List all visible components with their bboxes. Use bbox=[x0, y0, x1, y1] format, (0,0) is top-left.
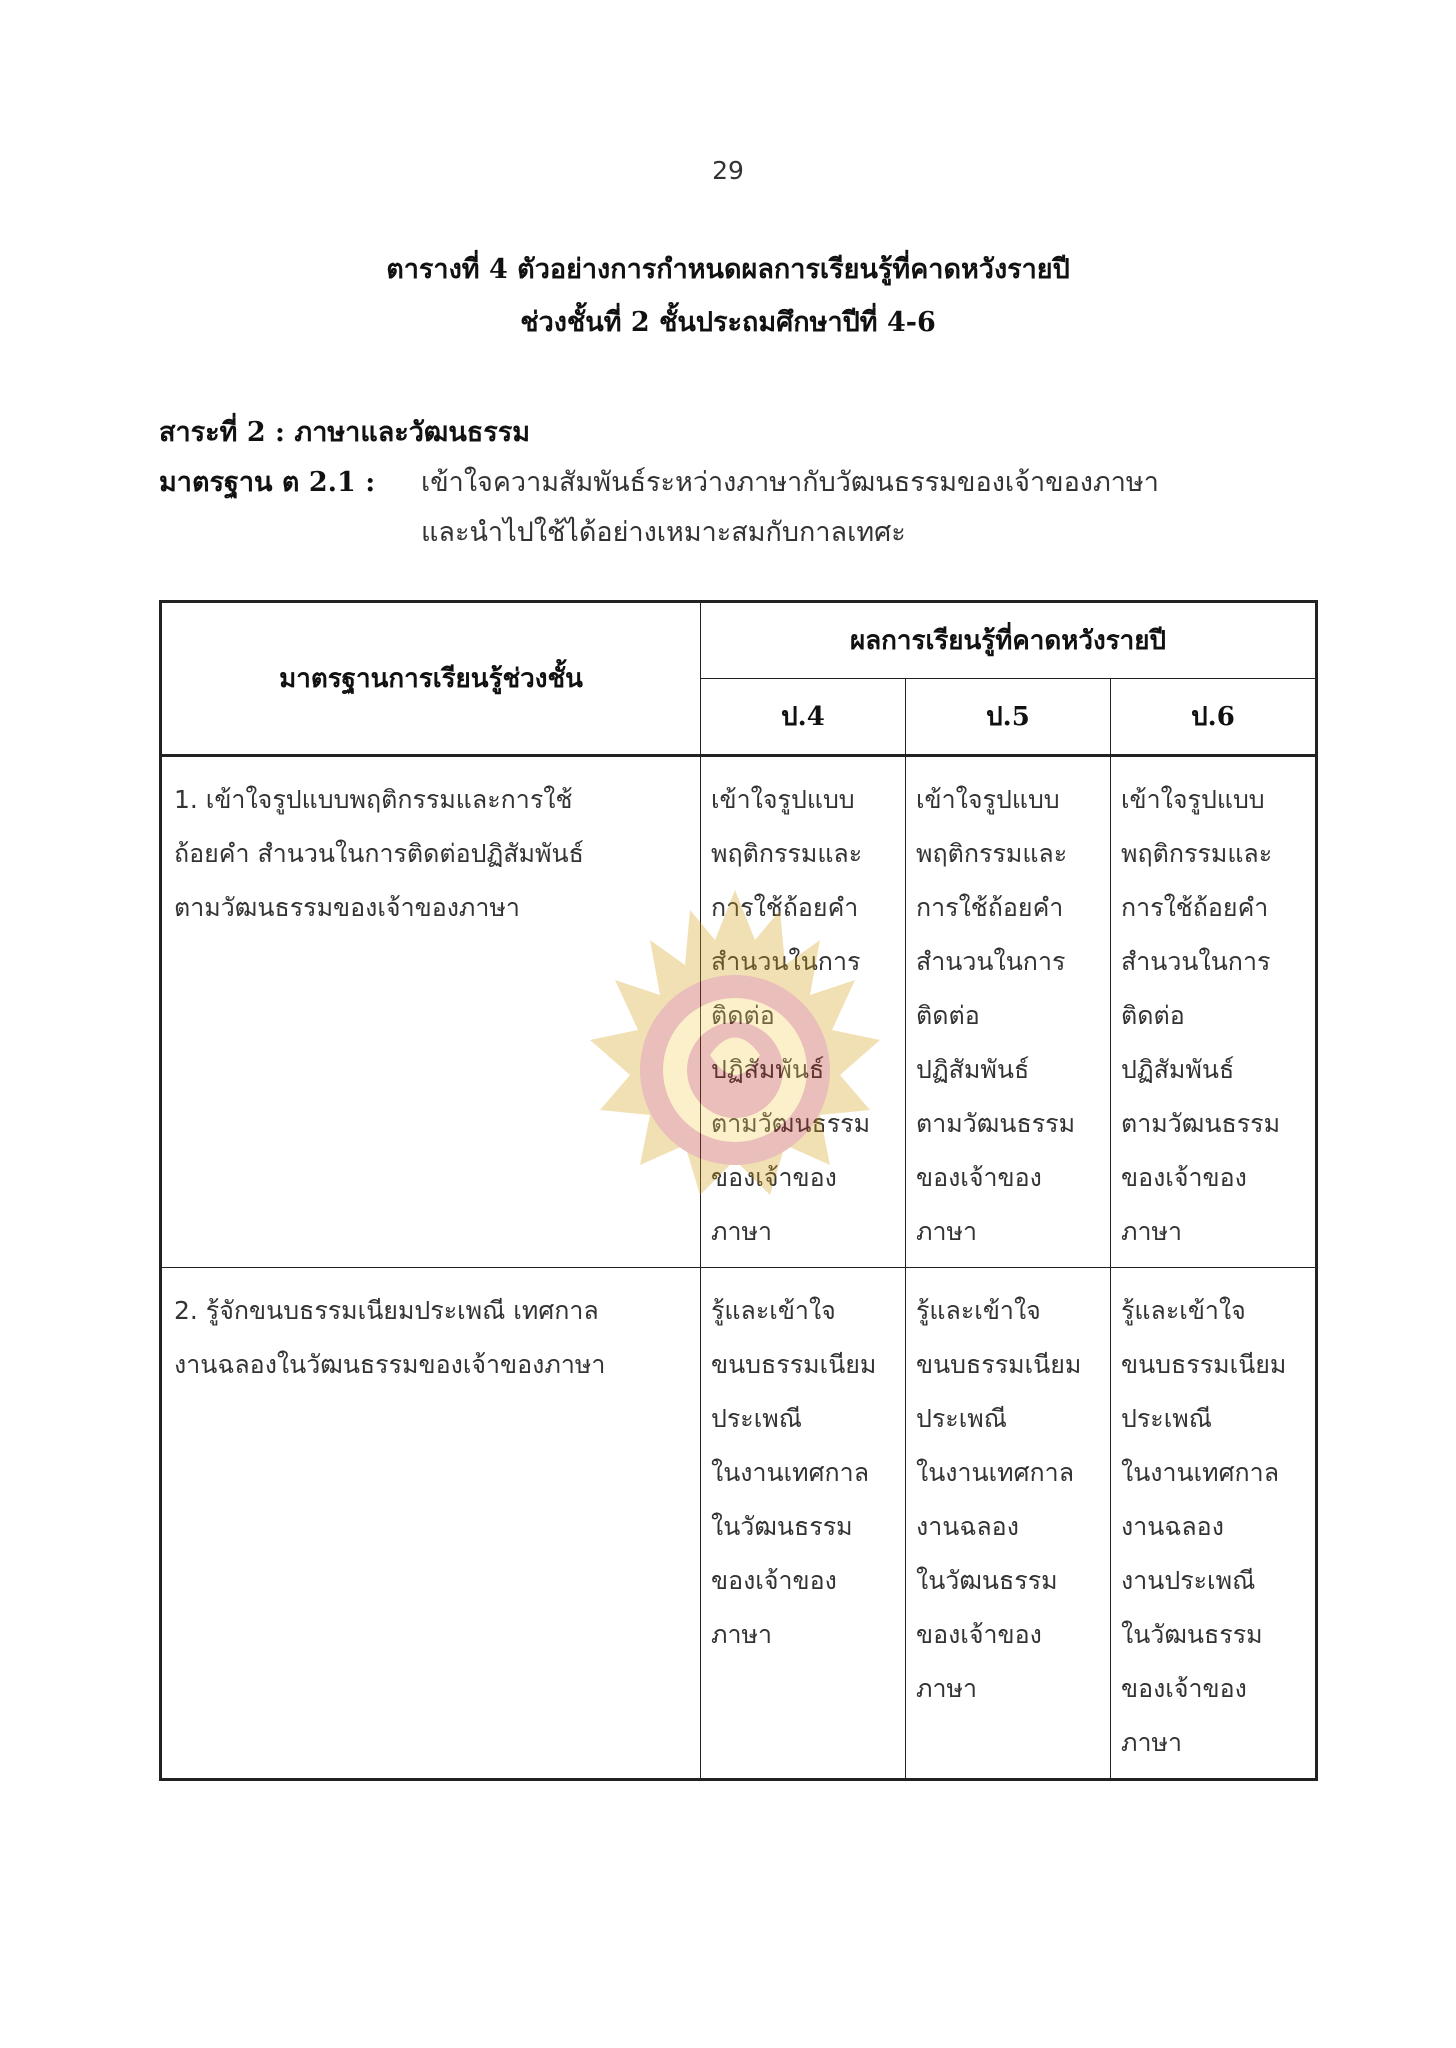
outcome-cell-line: พฤติกรรมและ bbox=[711, 839, 863, 868]
outcome-cell-line: พฤติกรรมและ bbox=[1121, 839, 1273, 868]
outcome-cell-line: ปฏิสัมพันธ์ bbox=[916, 1055, 1030, 1084]
outcome-cell-line: ตามวัฒนธรรม bbox=[1121, 1109, 1281, 1138]
standard-cell-line: ถ้อยคำ สำนวนในการติดต่อปฏิสัมพันธ์ bbox=[174, 839, 584, 868]
outcome-cell-line: งานฉลอง bbox=[916, 1512, 1019, 1541]
outcome-cell-line: ประเพณี bbox=[916, 1404, 1007, 1433]
outcome-cell-line: ตามวัฒนธรรม bbox=[916, 1109, 1076, 1138]
outcome-cell-line: ในงานเทศกาล bbox=[916, 1458, 1075, 1487]
column-header-grade-5: ป.5 bbox=[906, 679, 1111, 756]
outcome-cell-line: ตามวัฒนธรรม bbox=[711, 1109, 871, 1138]
outcome-cell-line: เข้าใจรูปแบบ bbox=[711, 785, 855, 814]
title-line-2: ช่วงชั้นที่ 2 ชั้นประถมศึกษาปีที่ 4-6 bbox=[520, 307, 936, 338]
column-header-standard: มาตรฐานการเรียนรู้ช่วงชั้น bbox=[161, 602, 701, 756]
outcome-cell-line: เข้าใจรูปแบบ bbox=[1121, 785, 1265, 814]
outcome-cell-line: ขนบธรรมเนียม bbox=[1121, 1350, 1287, 1379]
standard-cell-line: 1. เข้าใจรูปแบบพฤติกรรมและการใช้ bbox=[174, 785, 573, 814]
column-header-outcomes: ผลการเรียนรู้ที่คาดหวังรายปี bbox=[701, 602, 1317, 679]
strand-heading: สาระที่ 2 : ภาษาและวัฒนธรรม bbox=[159, 417, 531, 448]
outcome-cell-line: ภาษา bbox=[1121, 1728, 1183, 1757]
outcome-cell-line: ของเจ้าของ bbox=[1121, 1163, 1247, 1192]
outcome-cell-line: รู้และเข้าใจ bbox=[711, 1296, 836, 1325]
standard-text bbox=[421, 458, 1339, 558]
outcome-cell-line: ปฏิสัมพันธ์ bbox=[711, 1055, 825, 1084]
outcome-cell-line: ในงานเทศกาล bbox=[1121, 1458, 1280, 1487]
outcome-cell-line: ของเจ้าของ bbox=[916, 1163, 1042, 1192]
standard-cell bbox=[161, 1268, 701, 1780]
outcome-cell-line: ประเพณี bbox=[1121, 1404, 1212, 1433]
outcome-cell-p6 bbox=[1111, 756, 1317, 1268]
outcome-cell-p5 bbox=[906, 1268, 1111, 1780]
standard-text-line-1: เข้าใจความสัมพันธ์ระหว่างภาษากับวัฒนธรรมของเจ้าของภาษา bbox=[421, 467, 1159, 498]
outcome-cell-line: ขนบธรรมเนียม bbox=[711, 1350, 877, 1379]
outcome-cell-line: ประเพณี bbox=[711, 1404, 802, 1433]
outcome-cell-p4 bbox=[701, 756, 906, 1268]
standard-statement bbox=[159, 458, 1339, 558]
standard-cell-line: งานฉลองในวัฒนธรรมของเจ้าของภาษา bbox=[174, 1350, 606, 1379]
outcome-cell-line: ภาษา bbox=[916, 1674, 978, 1703]
outcome-cell-line: ขนบธรรมเนียม bbox=[916, 1350, 1082, 1379]
page-title bbox=[0, 243, 1456, 349]
standard-cell-line: 2. รู้จักขนบธรรมเนียมประเพณี เทศกาล bbox=[174, 1296, 599, 1325]
outcome-cell-line: งานประเพณี bbox=[1121, 1566, 1256, 1595]
outcome-cell-line: พฤติกรรมและ bbox=[916, 839, 1068, 868]
outcome-cell-line: ติดต่อ bbox=[1121, 1001, 1185, 1030]
outcome-cell-line: รู้และเข้าใจ bbox=[916, 1296, 1041, 1325]
outcome-cell-line: ติดต่อ bbox=[916, 1001, 980, 1030]
outcome-cell-line: ภาษา bbox=[711, 1620, 773, 1649]
outcome-cell-line: เข้าใจรูปแบบ bbox=[916, 785, 1060, 814]
outcome-cell-line: ในวัฒนธรรม bbox=[711, 1512, 853, 1541]
outcome-cell-line: ภาษา bbox=[711, 1217, 773, 1246]
outcome-cell-line: การใช้ถ้อยคำ bbox=[711, 893, 859, 922]
column-header-grade-6: ป.6 bbox=[1111, 679, 1317, 756]
standard-cell-line: ตามวัฒนธรรมของเจ้าของภาษา bbox=[174, 893, 520, 922]
column-header-grade-4: ป.4 bbox=[701, 679, 906, 756]
outcome-cell-line: สำนวนในการ bbox=[916, 947, 1066, 976]
outcome-cell-line: ภาษา bbox=[1121, 1217, 1183, 1246]
outcome-cell-p6 bbox=[1111, 1268, 1317, 1780]
outcome-cell-line: ในงานเทศกาล bbox=[711, 1458, 870, 1487]
outcome-cell-line: ของเจ้าของ bbox=[1121, 1674, 1247, 1703]
outcome-cell-line: ติดต่อ bbox=[711, 1001, 775, 1030]
outcome-cell-line: รู้และเข้าใจ bbox=[1121, 1296, 1246, 1325]
outcome-cell-line: ปฏิสัมพันธ์ bbox=[1121, 1055, 1235, 1084]
outcome-cell-line: การใช้ถ้อยคำ bbox=[1121, 893, 1269, 922]
learning-outcomes-table bbox=[159, 600, 1318, 1781]
outcome-cell-line: ของเจ้าของ bbox=[916, 1620, 1042, 1649]
outcome-cell-line: สำนวนในการ bbox=[1121, 947, 1271, 976]
outcome-cell-line: ภาษา bbox=[916, 1217, 978, 1246]
outcome-cell-line: ในวัฒนธรรม bbox=[1121, 1620, 1263, 1649]
title-line-1: ตารางที่ 4 ตัวอย่างการกำหนดผลการเรียนรู้ที่คาดหวังรายปี bbox=[386, 254, 1070, 285]
outcome-cell-line: ในวัฒนธรรม bbox=[916, 1566, 1058, 1595]
outcome-cell-line: สำนวนในการ bbox=[711, 947, 861, 976]
table-row bbox=[161, 1268, 1317, 1780]
table-row bbox=[161, 756, 1317, 1268]
standard-label: มาตรฐาน ต 2.1 : bbox=[159, 467, 376, 498]
outcome-cell-p4 bbox=[701, 1268, 906, 1780]
outcome-cell-line: งานฉลอง bbox=[1121, 1512, 1224, 1541]
outcome-cell-line: ของเจ้าของ bbox=[711, 1566, 837, 1595]
outcome-cell-p5 bbox=[906, 756, 1111, 1268]
standard-text-line-2: และนำไปใช้ได้อย่างเหมาะสมกับกาลเทศะ bbox=[421, 517, 906, 548]
standard-cell bbox=[161, 756, 701, 1268]
outcome-cell-line: การใช้ถ้อยคำ bbox=[916, 893, 1064, 922]
page-number: 29 bbox=[712, 156, 744, 185]
outcome-cell-line: ของเจ้าของ bbox=[711, 1163, 837, 1192]
